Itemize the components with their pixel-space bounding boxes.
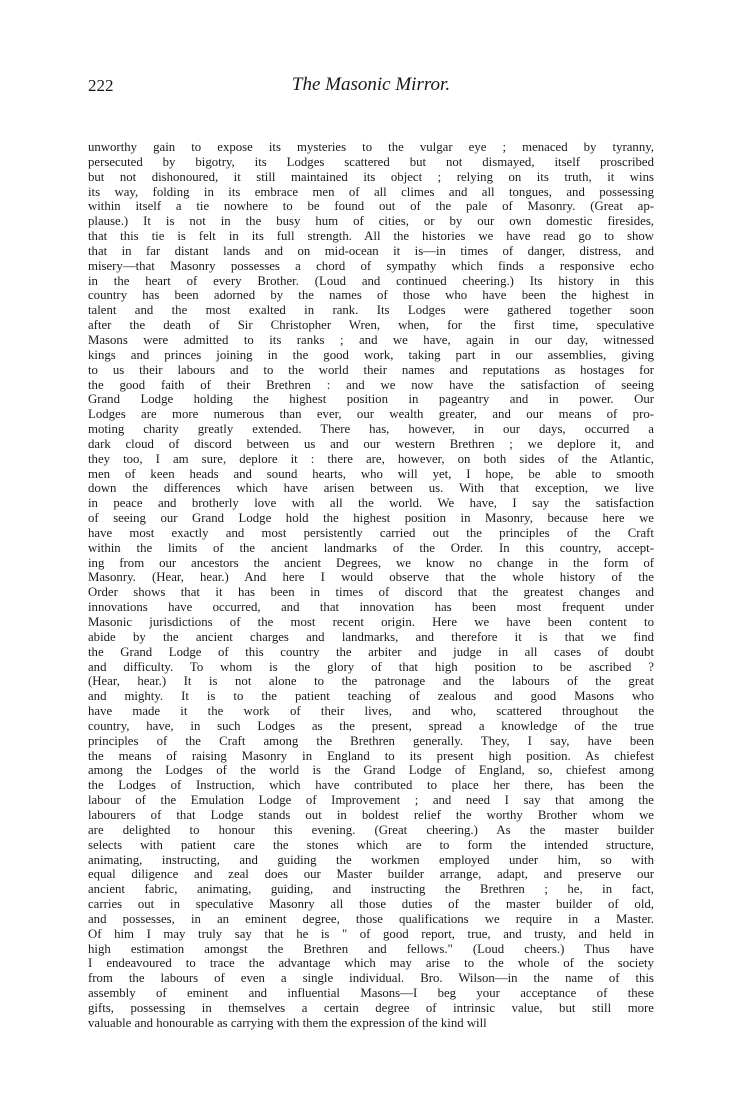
page-number: 222 bbox=[88, 76, 114, 95]
text-line: its way, folding in its embrace men of all climes and all tongues, and possessing bbox=[88, 184, 654, 199]
text-line: and difficulty. To whom is the glory of that high position to be ascribed ? bbox=[88, 659, 654, 674]
text-line: Masonry. (Hear, hear.) And here I would observe that the whole history of the bbox=[88, 570, 654, 585]
text-line: abide by the ancient charges and landmarks, and therefore it is that we find bbox=[88, 629, 654, 644]
text-line: the means of raising Masonry in England to its present high position. As chiefest bbox=[88, 748, 654, 763]
text-line: country, have, in such Lodges as the present, spread a knowledge of the true bbox=[88, 718, 654, 733]
text-line: talent and the most exalted in rank. Its Lodges were gathered together soon bbox=[88, 303, 654, 318]
text-line: are delighted to honour this evening. (Great cheering.) As the master builder bbox=[88, 822, 654, 837]
text-line: animating, instructing, and guiding the workmen employed under him, so with bbox=[88, 852, 654, 867]
text-line: within itself a tie nowhere to be found out of the pale of Masonry. (Great ap- bbox=[88, 199, 654, 214]
body-text bbox=[88, 140, 654, 1031]
text-line: Grand Lodge holding the highest position in pageantry and in power. Our bbox=[88, 392, 654, 407]
text-line: from the labours of even a single individual. Bro. Wilson—in the name of this bbox=[88, 971, 654, 986]
text-line: high estimation amongst the Brethren and fellows." (Loud cheers.) Thus have bbox=[88, 941, 654, 956]
text-line: country has been adorned by the names of those who have been the highest in bbox=[88, 288, 654, 303]
text-line: within the limits of the ancient landmarks of the Order. In this country, accept- bbox=[88, 540, 654, 555]
text-line: ancient fabric, animating, guiding, and instructing the Brethren ; he, in fact, bbox=[88, 882, 654, 897]
text-line: misery—that Masonry possesses a chord of sympathy which finds a responsive echo bbox=[88, 258, 654, 273]
text-line: down the differences which have arisen between us. With that exception, we live bbox=[88, 481, 654, 496]
text-line: Lodges are more numerous than ever, our wealth greater, and our means of pro- bbox=[88, 407, 654, 422]
text-line: after the death of Sir Christopher Wren, when, for the first time, speculative bbox=[88, 318, 654, 333]
text-line: ing from our ancestors the ancient Degrees, we know no change in the form of bbox=[88, 555, 654, 570]
text-line: they too, I am sure, deplore it : there are, however, on both sides of the Atlantic, bbox=[88, 451, 654, 466]
text-line: gifts, possessing in themselves a certain degree of intrinsic value, but still more bbox=[88, 1000, 654, 1015]
text-line: I endeavoured to trace the advantage which may arise to the whole of the society bbox=[88, 956, 654, 971]
text-line: the Grand Lodge of this country the arbiter and judge in all cases of doubt bbox=[88, 644, 654, 659]
text-line: have most exactly and most persistently carried out the principles of the Craft bbox=[88, 525, 654, 540]
text-line: and possesses, in an eminent degree, those qualifications we require in a Master. bbox=[88, 911, 654, 926]
text-line: among the Lodges of the world is the Grand Lodge of England, so, chiefest among bbox=[88, 763, 654, 778]
text-line: to us their labours and to the world their names and reputations as hostages for bbox=[88, 362, 654, 377]
text-line: of seeing our Grand Lodge hold the highest position in Masonry, because here we bbox=[88, 511, 654, 526]
text-line: men of keen heads and sound hearts, who will yet, I hope, be able to smooth bbox=[88, 466, 654, 481]
text-line: moting charity greatly extended. There has, however, in our days, occurred a bbox=[88, 422, 654, 437]
text-line: dark cloud of discord between us and our western Brethren ; we deplore it, and bbox=[88, 436, 654, 451]
text-line: that in far distant lands and on mid-ocean it is—in times of danger, distress, and bbox=[88, 243, 654, 258]
text-line: plause.) It is not in the busy hum of cities, or by our own domestic firesides, bbox=[88, 214, 654, 229]
running-head bbox=[88, 70, 654, 110]
text-line: innovations have occurred, and that innovation has been most frequent under bbox=[88, 600, 654, 615]
text-line: Masons were admitted to its ranks ; and we have, again in our day, witnessed bbox=[88, 332, 654, 347]
journal-title: The Masonic Mirror. bbox=[291, 74, 451, 95]
text-line: assembly of eminent and influential Masons—I beg your acceptance of these bbox=[88, 986, 654, 1001]
text-line: unworthy gain to expose its mysteries to the vulgar eye ; menaced by tyranny, bbox=[88, 140, 654, 154]
text-line: Masonic jurisdictions of the most recent origin. Here we have been content to bbox=[88, 615, 654, 629]
text-line: persecuted by bigotry, its Lodges scattered but not dismayed, itself proscribed bbox=[88, 154, 654, 169]
text-line: in peace and brotherly love with all the world. We have, I say the satisfaction bbox=[88, 496, 654, 511]
text-line: in the heart of every Brother. (Loud and continued cheering.) Its history in this bbox=[88, 273, 654, 288]
text-line: equal diligence and zeal does our Master builder arrange, adapt, and preserve our bbox=[88, 867, 654, 882]
text-line: that this tie is felt in its full strength. All the histories we have read go to show bbox=[88, 229, 654, 244]
text-line: selects with patient care the stones which are to form the intended structure, bbox=[88, 837, 654, 852]
text-line: labour of the Emulation Lodge of Improvement ; and need I say that among the bbox=[88, 793, 654, 808]
text-line: Order shows that it has been in times of discord that the greatest changes and bbox=[88, 585, 654, 600]
text-line: (Hear, hear.) It is not alone to the patronage and the labours of the great bbox=[88, 674, 654, 689]
text-line: the good faith of their Brethren : and we now have the satisfaction of seeing bbox=[88, 377, 654, 392]
text-line: have made it the work of their lives, and who, scattered throughout the bbox=[88, 704, 654, 719]
text-line: kings and princes joining in the good work, taking part in our assemblies, giving bbox=[88, 347, 654, 362]
text-line: and mighty. It is to the patient teaching of zealous and good Masons who bbox=[88, 689, 654, 704]
text-line: but not dishonoured, it still maintained its object ; relying on its truth, it wins bbox=[88, 169, 654, 184]
text-line: principles of the Craft among the Brethren generally. They, I say, have been bbox=[88, 733, 654, 748]
text-line: valuable and honourable as carrying with them the expression of the kind will bbox=[88, 1015, 487, 1030]
text-line: labourers of that Lodge stands out in boldest relief the worthy Brother whom we bbox=[88, 807, 654, 822]
text-line: Of him I may truly say that he is " of good report, true, and trusty, and held in bbox=[88, 926, 654, 941]
text-line: carries out in speculative Masonry all those duties of the master builder of old, bbox=[88, 897, 654, 912]
text-line: the Lodges of Instruction, which have contributed to place her there, has been the bbox=[88, 778, 654, 793]
